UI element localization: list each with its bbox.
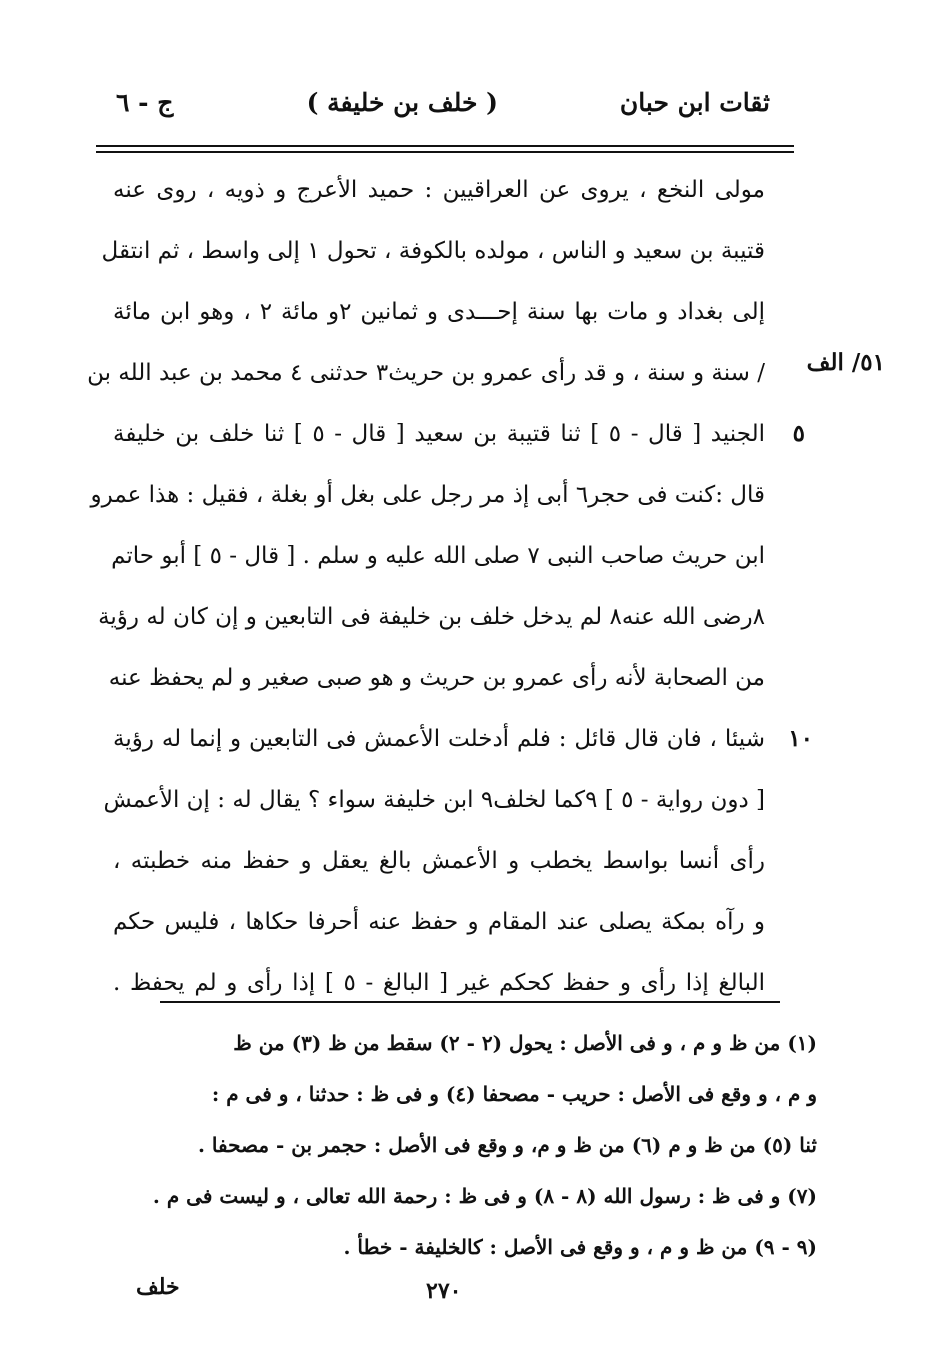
text-line: الجنيد [ قال - ٥ ] ثنا قتيبة بن سعيد [ قال - ٥ ] ثنا خلف بن خليفة (113, 421, 765, 447)
main-text (87, 160, 765, 1014)
running-header (108, 88, 770, 132)
footnote-line: (٩ - ٩) من ظ و م ، و وقع فى الأصل : كالخليفة - خطأ . (343, 1235, 817, 1259)
footnote-line: (٧) و فى ظ : رسول الله (٨ - ٨) و فى ظ : رحمة الله تعالى ، و ليست فى م . (152, 1184, 817, 1208)
text-line: ٨رضى الله عنه٨ لم يدخل خلف بن خليفة فى التابعين و إن كان له رؤية (98, 604, 765, 630)
folio-marker: ٥١/ الف (806, 349, 885, 376)
footnotes (127, 1018, 817, 1273)
text-line: شيئا ، فان قال قائل : فلم أدخلت الأعمش فى التابعين و إنما له رؤية (113, 726, 765, 752)
page-number: ٢٧٠ (426, 1278, 462, 1304)
volume-number: ج - ٦ (116, 88, 174, 117)
text-line: إلى بغداد و مات بها سنة إحـــدى و ثمانين ٢و مائة ٢ ، وهو ابن مائة (113, 299, 765, 325)
text-line: من الصحابة لأنه رأى عمرو بن حريث و هو صبى صغير و لم يحفظ عنه (108, 665, 765, 691)
book-title: ثقات ابن حبان (619, 88, 770, 117)
text-line: البالغ إذا رأى و حفظ كحكم غير [ البالغ - ٥ ] إذا رأى و لم يحفظ . (113, 970, 765, 996)
text-line: قال :كنت فى حجر٦ أبى إذ مر رجل على بغل أو بغلة ، فقيل : هذا عمرو (90, 482, 765, 508)
footnote-line: و م ، و وقع فى الأصل : حريب - مصحفا (٤) و فى ظ : حدثنا ، و فى م : (211, 1082, 817, 1106)
header-rule-top (96, 145, 794, 147)
text-line: قتيبة بن سعيد و الناس ، مولده بالكوفة ، تحول ١ إلى واسط ، ثم انتقل (101, 238, 765, 264)
footnote-line: (١) من ظ و م ، و فى الأصل : يحول (٢ - ٢) سقط من ظ (٣) من ظ (233, 1031, 817, 1055)
text-line: [ دون رواية - ٥ ] ٩كما لخلف٩ ابن خليفة سواء ؟ يقال له : إن الأعمش (103, 787, 765, 813)
catchword: خلف (136, 1274, 180, 1300)
footnote-rule (160, 1001, 780, 1003)
line-number-10: ١٠ (788, 725, 813, 752)
line-number-5: ٥ (792, 420, 805, 447)
text-line: مولى النخع ، يروى عن العراقيين : حميد الأعرج و ذويه ، روى عنه (113, 177, 765, 203)
text-line: / سنة و سنة ، و قد رأى عمرو بن حريث٣ حدثنى ٤ محمد بن عبد الله بن (87, 360, 765, 386)
text-line: رأى أنسا بواسط يخطب و الأعمش بالغ يعقل و حفظ منه خطبته ، (113, 848, 765, 874)
text-line: ابن حريث صاحب النبى ٧ صلى الله عليه و سلم . [ قال - ٥ ] أبو حاتم (111, 543, 765, 569)
footnote-line: ثنا (٥) من ظ و م (٦) من ظ و م، و وقع فى الأصل : حجمر بن - مصحفا . (197, 1133, 817, 1157)
header-rule-bottom (96, 151, 794, 153)
text-line: و رآه بمكة يصلى عند المقام و حفظ عنه أحرفا حكاها ، فليس حكم (113, 909, 765, 935)
entry-title: ( خلف بن خليفة ) (306, 88, 498, 117)
